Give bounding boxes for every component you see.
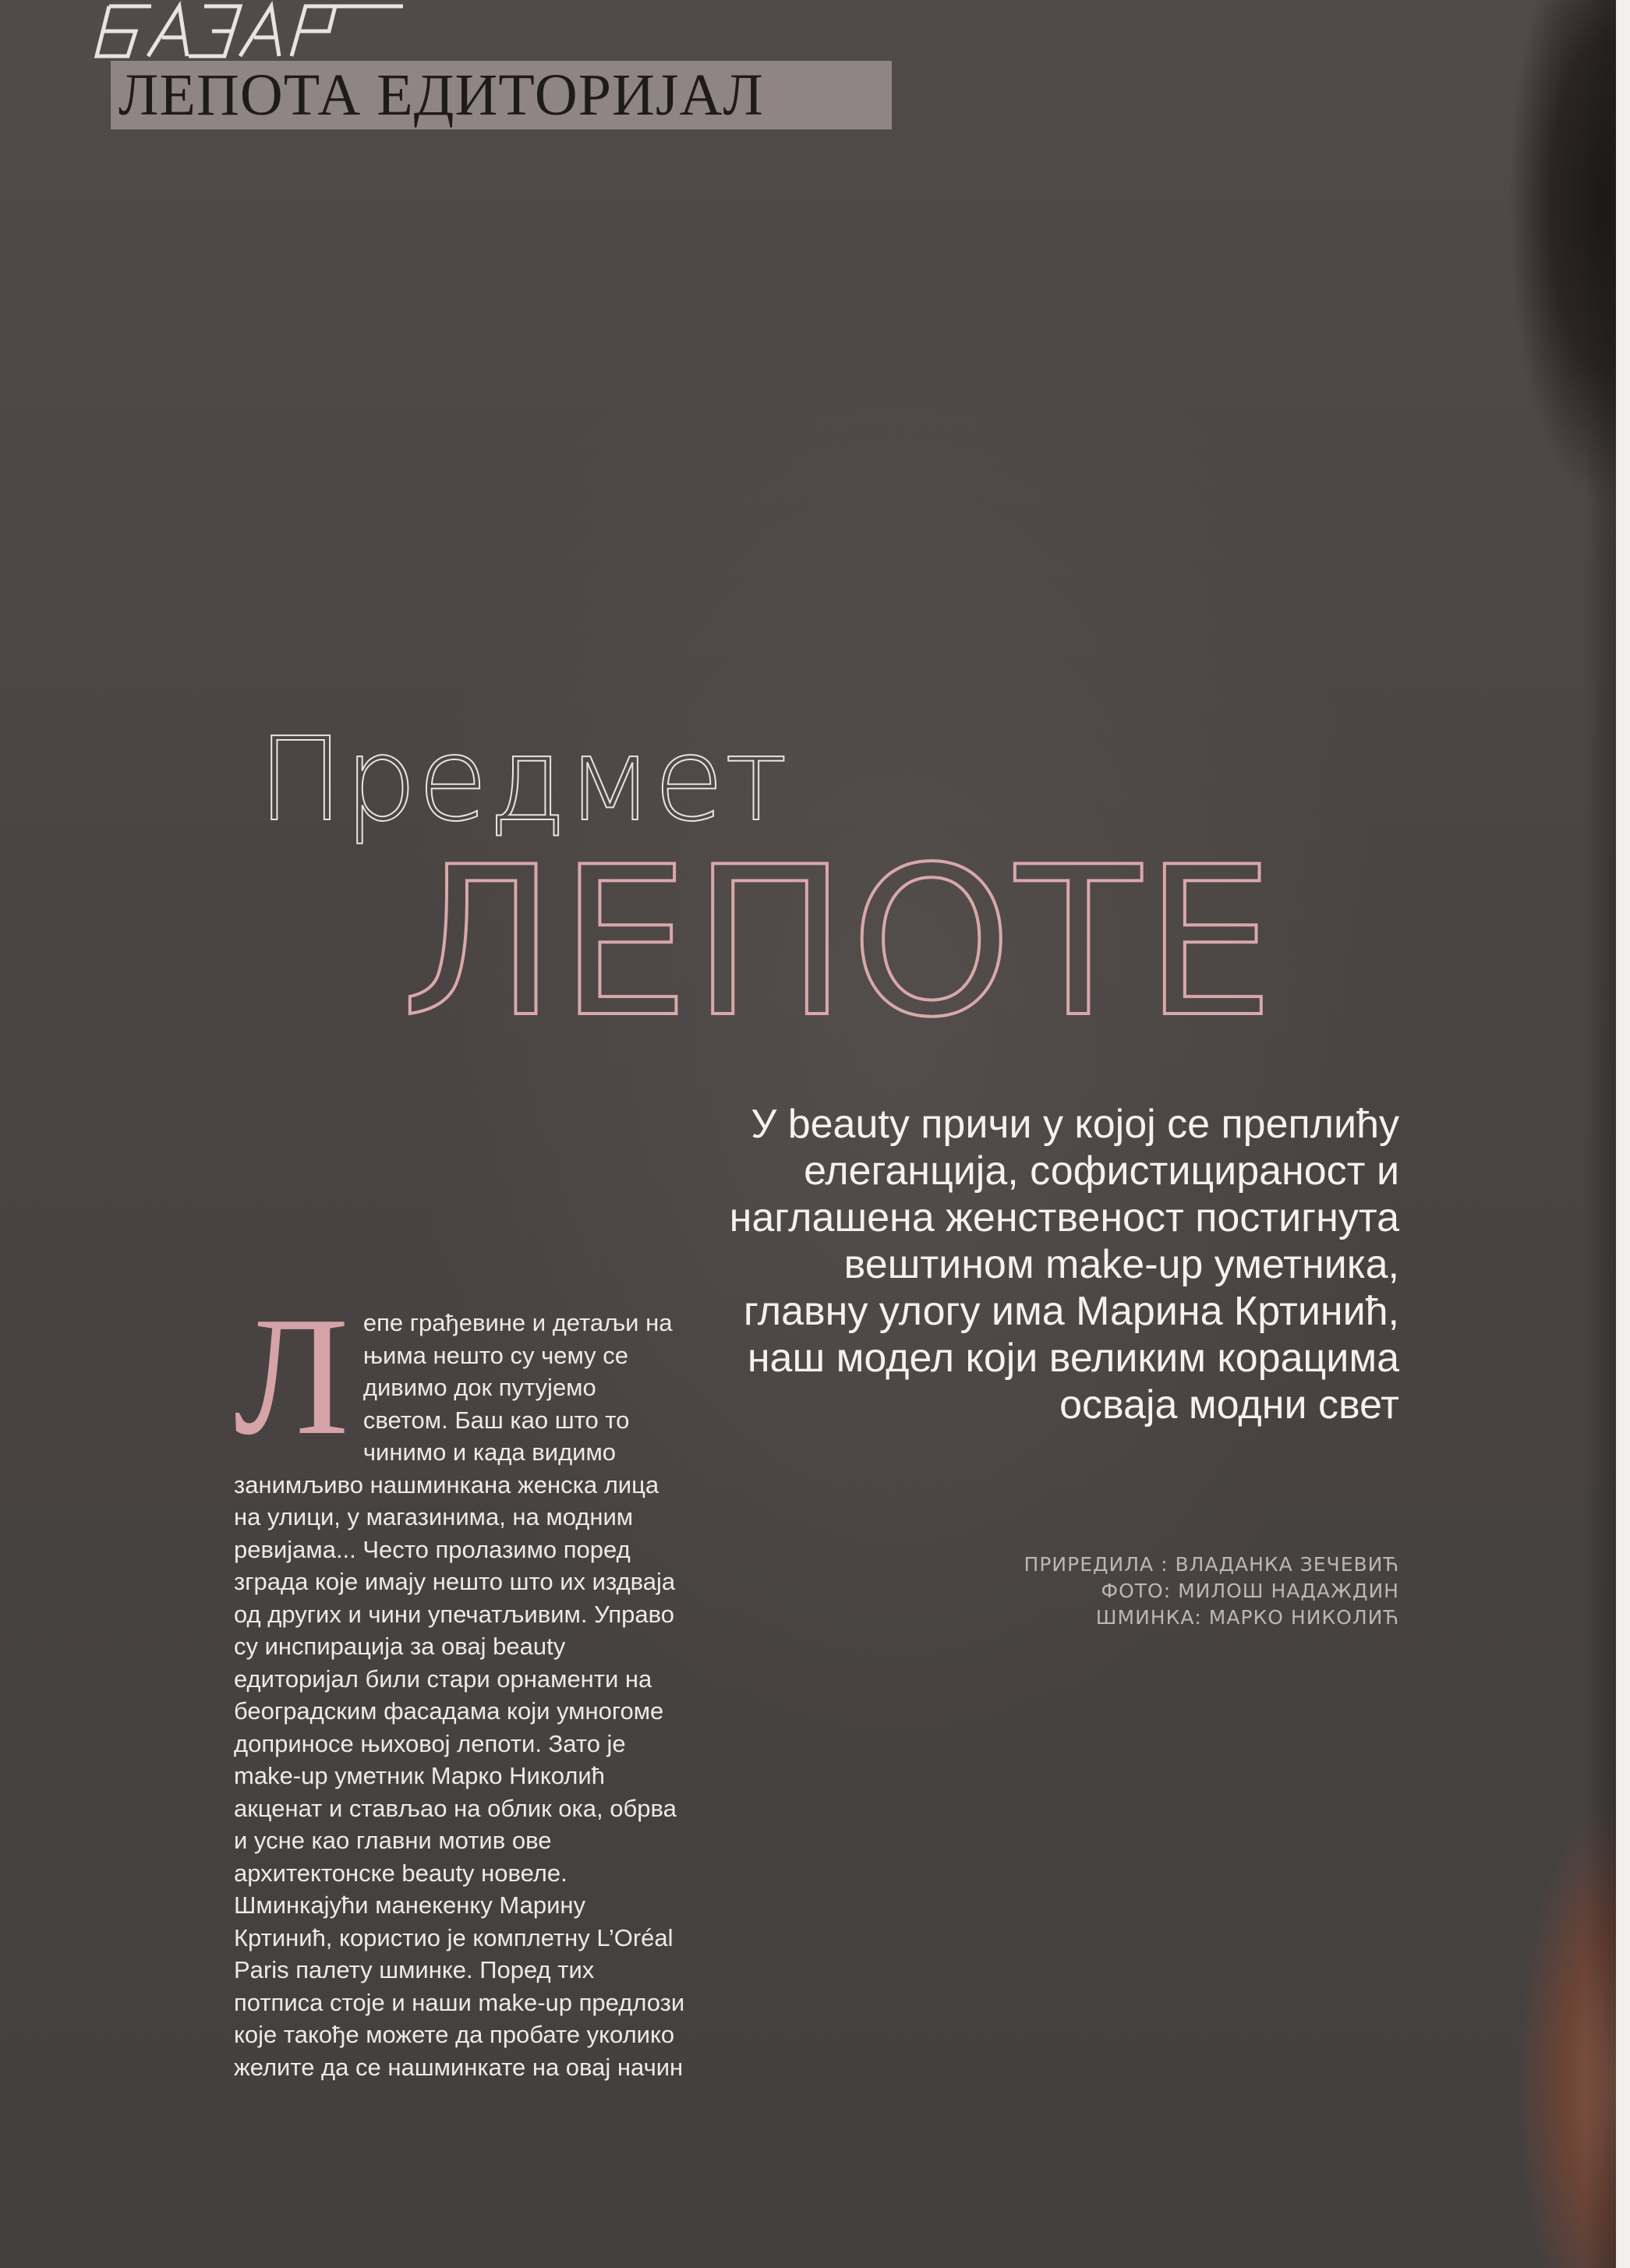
headline-line-1: Предмет	[257, 713, 788, 847]
drop-cap: Л	[234, 1283, 349, 1470]
logo-text: БАЗАР	[87, 0, 90, 1]
credit-makeup: ШМИНКА: МАРКО НИКОЛИЋ	[1095, 1606, 1399, 1629]
credit-editor: ПРИРЕДИЛА : ВЛАДАНКА ЗЕЧЕВИЋ	[1024, 1553, 1399, 1576]
article-body	[234, 1283, 686, 2083]
headline-line-2: ЛЕПОТЕ	[401, 823, 1278, 1063]
page-edge-shadow	[1585, 0, 1616, 2268]
credit-photo: ФОТО: МИЛОШ НАДАЖДИН	[1101, 1580, 1399, 1602]
masthead-logo	[87, 0, 430, 61]
paper-edge	[1616, 0, 1630, 2268]
credits	[854, 1552, 1399, 1631]
article-paragraph: епе грађевине и детаљи на њима нешто су чему се дивимо док путујемо светом. Баш као што то чинимо и када видимо занимљиво нашминкана женска лица на улици, у магазинима, на модним ревијама... Често пролазимо поред зграда које имају нешто што их издваја од других и чини упечатљивим. Управо су инспирација за овај beauty едиторијал били стари орнаменти на београдским фасадама који умногоме доприносе њиховој лепоти. Зато је make-up уметник Марко Николић акценат и стављао на облик ока, обрва и усне као главни мотив ове архитектонске beauty новеле. Шминкајући манекенку Марину Кртинић, користио је комплетну L’Oréal Paris палету шминке. Поред тих потписа стоје и наши make-up предлози које такође можете да пробате уколико желите да се нашминкате на овај начин	[234, 1309, 685, 2081]
standfirst: У beauty причи у којој се преплићу елеганција, софистицираност и наглашена женственост постигнута вештином make-up уметника, главну улогу има Марина Кртинић, наш модел који великим корацима осваја модни свет	[729, 1102, 1399, 1428]
section-title: ЛЕПОТА ЕДИТОРИЈАЛ	[118, 62, 764, 128]
bazaar-logo-icon	[87, 0, 430, 61]
